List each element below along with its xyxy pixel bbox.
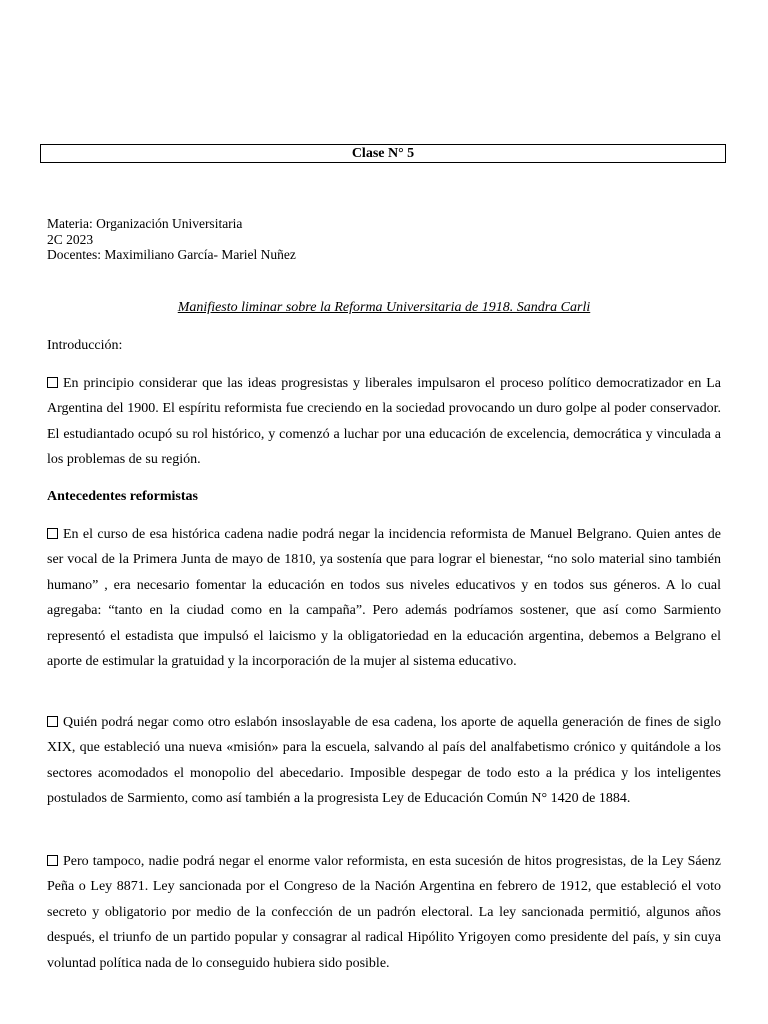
- course-info: [47, 216, 296, 263]
- paragraph-saenz-pena: [47, 849, 721, 976]
- intro-paragraph: [47, 371, 721, 473]
- class-title: Clase N° 5: [351, 146, 415, 161]
- term-line: 2C 2023: [47, 231, 94, 247]
- bullet-icon: [47, 377, 58, 388]
- paragraph-belgrano: [47, 522, 721, 674]
- section-heading: Antecedentes reformistas: [47, 489, 198, 504]
- teachers-line: Docentes: Maximiliano García- Mariel Nuñez: [47, 247, 296, 262]
- bullet-icon: [47, 855, 58, 866]
- subject-line: Materia: Organización Universitaria: [47, 216, 243, 231]
- document-title: Manifiesto liminar sobre la Reforma Universitaria de 1918. Sandra Carli: [177, 300, 591, 315]
- paragraph-text: Quién podrá negar como otro eslabón insoslayable de esa cadena, los aporte de aquella generación de fines de siglo XIX, que estableció una nueva «misión» para la escuela, salvando al país del analfabetismo crónico y quitándole a los sectores acomodados el monopolio del abecedario. Imposible despegar de todo esto a la prédica y los inteligentes postulados de Sarmiento, como así también a la progresista Ley de Educación Común N° 1420 de 1884.: [47, 715, 721, 807]
- bullet-icon: [47, 528, 58, 539]
- bullet-icon: [47, 716, 58, 727]
- intro-label: Introducción:: [47, 338, 123, 353]
- paragraph-text: En el curso de esa histórica cadena nadie podrá negar la incidencia reformista de Manuel Belgrano. Quien antes de ser vocal de la Primera Junta de mayo de 1810, ya sostenía que para lograr el bienestar, “no solo material sino también humano” , era necesario fomentar la educación en todos sus niveles educativos y en todos sus géneros. A lo cual agregaba: “tanto en la ciudad como en la campaña”. Pero además podríamos sostener, que así como Sarmiento representó el estadista que impulsó el laicismo y la obligatoriedad en la educación argentina, debemos a Belgrano el aporte de estimular la gratuidad y la incorporación de la mujer al sistema educativo.: [47, 527, 721, 670]
- paragraph-generation: [47, 710, 721, 812]
- class-title-box: [40, 144, 726, 163]
- intro-paragraph-text: En principio considerar que las ideas progresistas y liberales impulsaron el proceso político democratizador en La Argentina del 1900. El espíritu reformista fue creciendo en la sociedad provocando un duro golpe al poder conservador. El estudiantado ocupó su rol histórico, y comenzó a luchar por una educación de excelencia, democrática y vinculada a los problemas de su región.: [47, 376, 721, 468]
- paragraph-text: Pero tampoco, nadie podrá negar el enorme valor reformista, en esta sucesión de hitos progresistas, de la Ley Sáenz Peña o Ley 8871. Ley sancionada por el Congreso de la Nación Argentina en febrero de 1912, que estableció el voto secreto y obligatorio por medio de la confección de un padrón electoral. La ley sancionada permitió, algunos años después, el triunfo de un partido popular y consagrar al radical Hipólito Yrigoyen como presidente del país, y sin cuya voluntad política nada de lo conseguido hubiera sido posible.: [47, 854, 721, 971]
